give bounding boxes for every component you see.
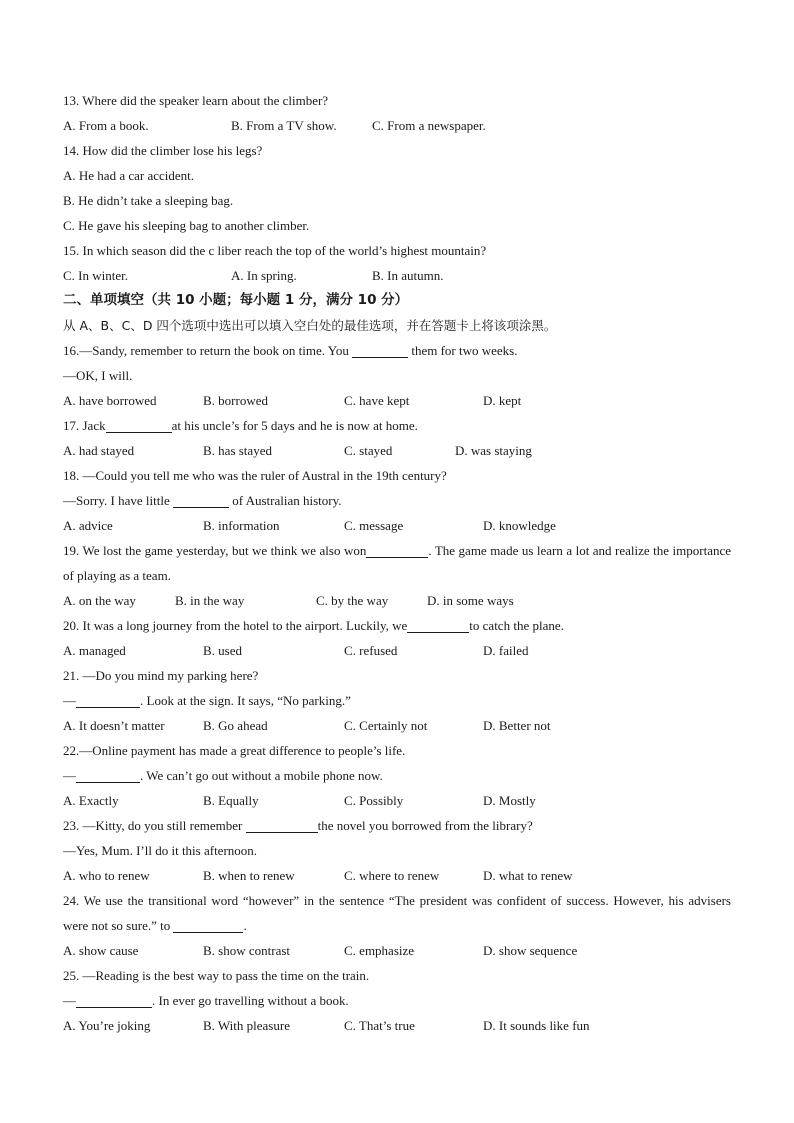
q23-reply: —Yes, Mum. I’ll do it this afternoon. xyxy=(63,843,258,858)
q23-option-b: B. when to renew xyxy=(203,868,295,883)
q23-option-a: A. who to renew xyxy=(63,868,150,883)
q24-options xyxy=(63,938,731,963)
q19-option-b: B. in the way xyxy=(175,593,245,608)
q15-option-3: B. In autumn. xyxy=(372,268,444,283)
q20-option-b: B. used xyxy=(203,643,242,658)
q24-option-a: A. show cause xyxy=(63,943,139,958)
q16-option-c: C. have kept xyxy=(344,393,410,408)
q18-option-b: B. information xyxy=(203,518,280,533)
q15-option-2: A. In spring. xyxy=(231,268,297,283)
q17-option-b: B. has stayed xyxy=(203,443,272,458)
q22-option-c: C. Possibly xyxy=(344,793,404,808)
q24-stem-post: . xyxy=(243,918,247,933)
q17-stem-pre: 17. Jack xyxy=(63,418,106,433)
q14-option-c: C. He gave his sleeping bag to another climber. xyxy=(63,218,310,233)
q18-blank xyxy=(173,493,229,508)
q20-options xyxy=(63,638,731,663)
q23-blank xyxy=(246,818,318,833)
q20-stem-pre: 20. It was a long journey from the hotel to the airport. Luckily, we xyxy=(63,618,408,633)
q20-stem xyxy=(63,613,731,638)
q23-stem-pre: 23. —Kitty, do you still remember xyxy=(63,818,246,833)
q21-option-b: B. Go ahead xyxy=(203,718,268,733)
q14-option-a: A. He had a car accident. xyxy=(63,168,195,183)
q20-option-d: D. failed xyxy=(483,643,529,658)
q22-option-d: D. Mostly xyxy=(483,793,536,808)
q21-options xyxy=(63,713,731,738)
q18-option-a: A. advice xyxy=(63,518,113,533)
q16-reply: —OK, I will. xyxy=(63,368,133,383)
q15-stem: 15. In which season did the c liber reach the top of the world’s highest mountain? xyxy=(63,243,487,258)
q25-reply xyxy=(63,988,731,1013)
q19-stem-pre: 19. We lost the game yesterday, but we think we also won xyxy=(63,543,367,558)
q21-stem: 21. —Do you mind my parking here? xyxy=(63,668,259,683)
q21-option-d: D. Better not xyxy=(483,718,551,733)
q13-stem: 13. Where did the speaker learn about the climber? xyxy=(63,93,329,108)
q13-options xyxy=(63,113,731,138)
q17-options xyxy=(63,438,731,463)
q24-option-d: D. show sequence xyxy=(483,943,578,958)
q18-reply-pre: —Sorry. I have little xyxy=(63,493,173,508)
q22-option-b: B. Equally xyxy=(203,793,259,808)
q19-blank xyxy=(366,543,428,558)
q23-option-d: D. what to renew xyxy=(483,868,573,883)
q19-option-a: A. on the way xyxy=(63,593,136,608)
q21-reply-pre: — xyxy=(63,693,76,708)
q16-blank xyxy=(352,343,408,358)
q17-stem xyxy=(63,413,731,438)
q25-blank xyxy=(76,993,152,1008)
q22-reply-pre: — xyxy=(63,768,76,783)
q18-reply-post: of Australian history. xyxy=(229,493,342,508)
q20-stem-post: to catch the plane. xyxy=(469,618,564,633)
q24-option-c: C. emphasize xyxy=(344,943,415,958)
q14-option-b: B. He didn’t take a sleeping bag. xyxy=(63,193,234,208)
q22-reply-post: . We can’t go out without a mobile phone now. xyxy=(140,768,383,783)
q24-option-b: B. show contrast xyxy=(203,943,291,958)
q24-blank xyxy=(173,918,243,933)
q22-options xyxy=(63,788,731,813)
q16-stem-post: them for two weeks. xyxy=(408,343,518,358)
q13-option-a: A. From a book. xyxy=(63,118,149,133)
q25-options xyxy=(63,1013,731,1038)
q23-stem xyxy=(63,813,731,838)
q20-option-c: C. refused xyxy=(344,643,398,658)
q21-option-a: A. It doesn’t matter xyxy=(63,718,165,733)
q19-option-c: C. by the way xyxy=(316,593,389,608)
q22-reply xyxy=(63,763,731,788)
q16-stem xyxy=(63,338,731,363)
section-2-title: 二、单项填空（共 10 小题；每小题 1 分，满分 10 分） xyxy=(63,292,409,308)
q17-stem-post: at his uncle’s for 5 days and he is now at home. xyxy=(171,418,418,433)
q14-stem: 14. How did the climber lose his legs? xyxy=(63,143,263,158)
q25-reply-pre: — xyxy=(63,993,76,1008)
q23-options xyxy=(63,863,731,888)
q18-stem: 18. —Could you tell me who was the ruler of Austral in the 19th century? xyxy=(63,468,447,483)
q25-option-a: A. You’re joking xyxy=(63,1018,151,1033)
section-2-instruction: 从 A、B、C、D 四个选项中选出可以填入空白处的最佳选项，并在答题卡上将该项涂黑。 xyxy=(63,318,557,333)
q19-stem-post: . The game made us learn a lot and realize the importance of playing as a team. xyxy=(63,543,732,583)
q17-blank xyxy=(106,418,172,433)
q22-blank xyxy=(76,768,140,783)
q17-option-a: A. had stayed xyxy=(63,443,135,458)
exam-page xyxy=(63,88,731,1038)
q24-stem xyxy=(63,888,731,938)
q22-option-a: A. Exactly xyxy=(63,793,119,808)
q21-option-c: C. Certainly not xyxy=(344,718,428,733)
q20-blank xyxy=(407,618,469,633)
q25-option-d: D. It sounds like fun xyxy=(483,1018,590,1033)
q25-stem: 25. —Reading is the best way to pass the time on the train. xyxy=(63,968,370,983)
q17-option-d: D. was staying xyxy=(455,443,532,458)
q16-option-b: B. borrowed xyxy=(203,393,268,408)
q18-option-c: C. message xyxy=(344,518,404,533)
q25-option-c: C. That’s true xyxy=(344,1018,415,1033)
q16-options xyxy=(63,388,731,413)
q15-options xyxy=(63,263,731,288)
q17-option-c: C. stayed xyxy=(344,443,393,458)
q21-reply-post: . Look at the sign. It says, “No parking.” xyxy=(140,693,351,708)
q20-option-a: A. managed xyxy=(63,643,126,658)
q18-reply xyxy=(63,488,731,513)
q18-option-d: D. knowledge xyxy=(483,518,556,533)
q16-option-d: D. kept xyxy=(483,393,522,408)
q24-stem-pre: 24. We use the transitional word “however” in the sentence “The president was confident of success. However, his advisers were not so sure.” to xyxy=(63,893,731,933)
q13-option-c: C. From a newspaper. xyxy=(372,118,486,133)
q15-option-1: C. In winter. xyxy=(63,268,128,283)
q19-option-d: D. in some ways xyxy=(427,593,514,608)
q19-stem xyxy=(63,538,731,588)
q19-options xyxy=(63,588,731,613)
q16-option-a: A. have borrowed xyxy=(63,393,157,408)
q25-option-b: B. With pleasure xyxy=(203,1018,290,1033)
q13-option-b: B. From a TV show. xyxy=(231,118,337,133)
q23-stem-post: the novel you borrowed from the library? xyxy=(317,818,533,833)
q16-stem-pre: 16.—Sandy, remember to return the book on time. You xyxy=(63,343,353,358)
q23-option-c: C. where to renew xyxy=(344,868,440,883)
q22-stem: 22.—Online payment has made a great difference to people’s life. xyxy=(63,743,406,758)
q18-options xyxy=(63,513,731,538)
q21-blank xyxy=(76,693,140,708)
q25-reply-post: . In ever go travelling without a book. xyxy=(152,993,349,1008)
q21-reply xyxy=(63,688,731,713)
